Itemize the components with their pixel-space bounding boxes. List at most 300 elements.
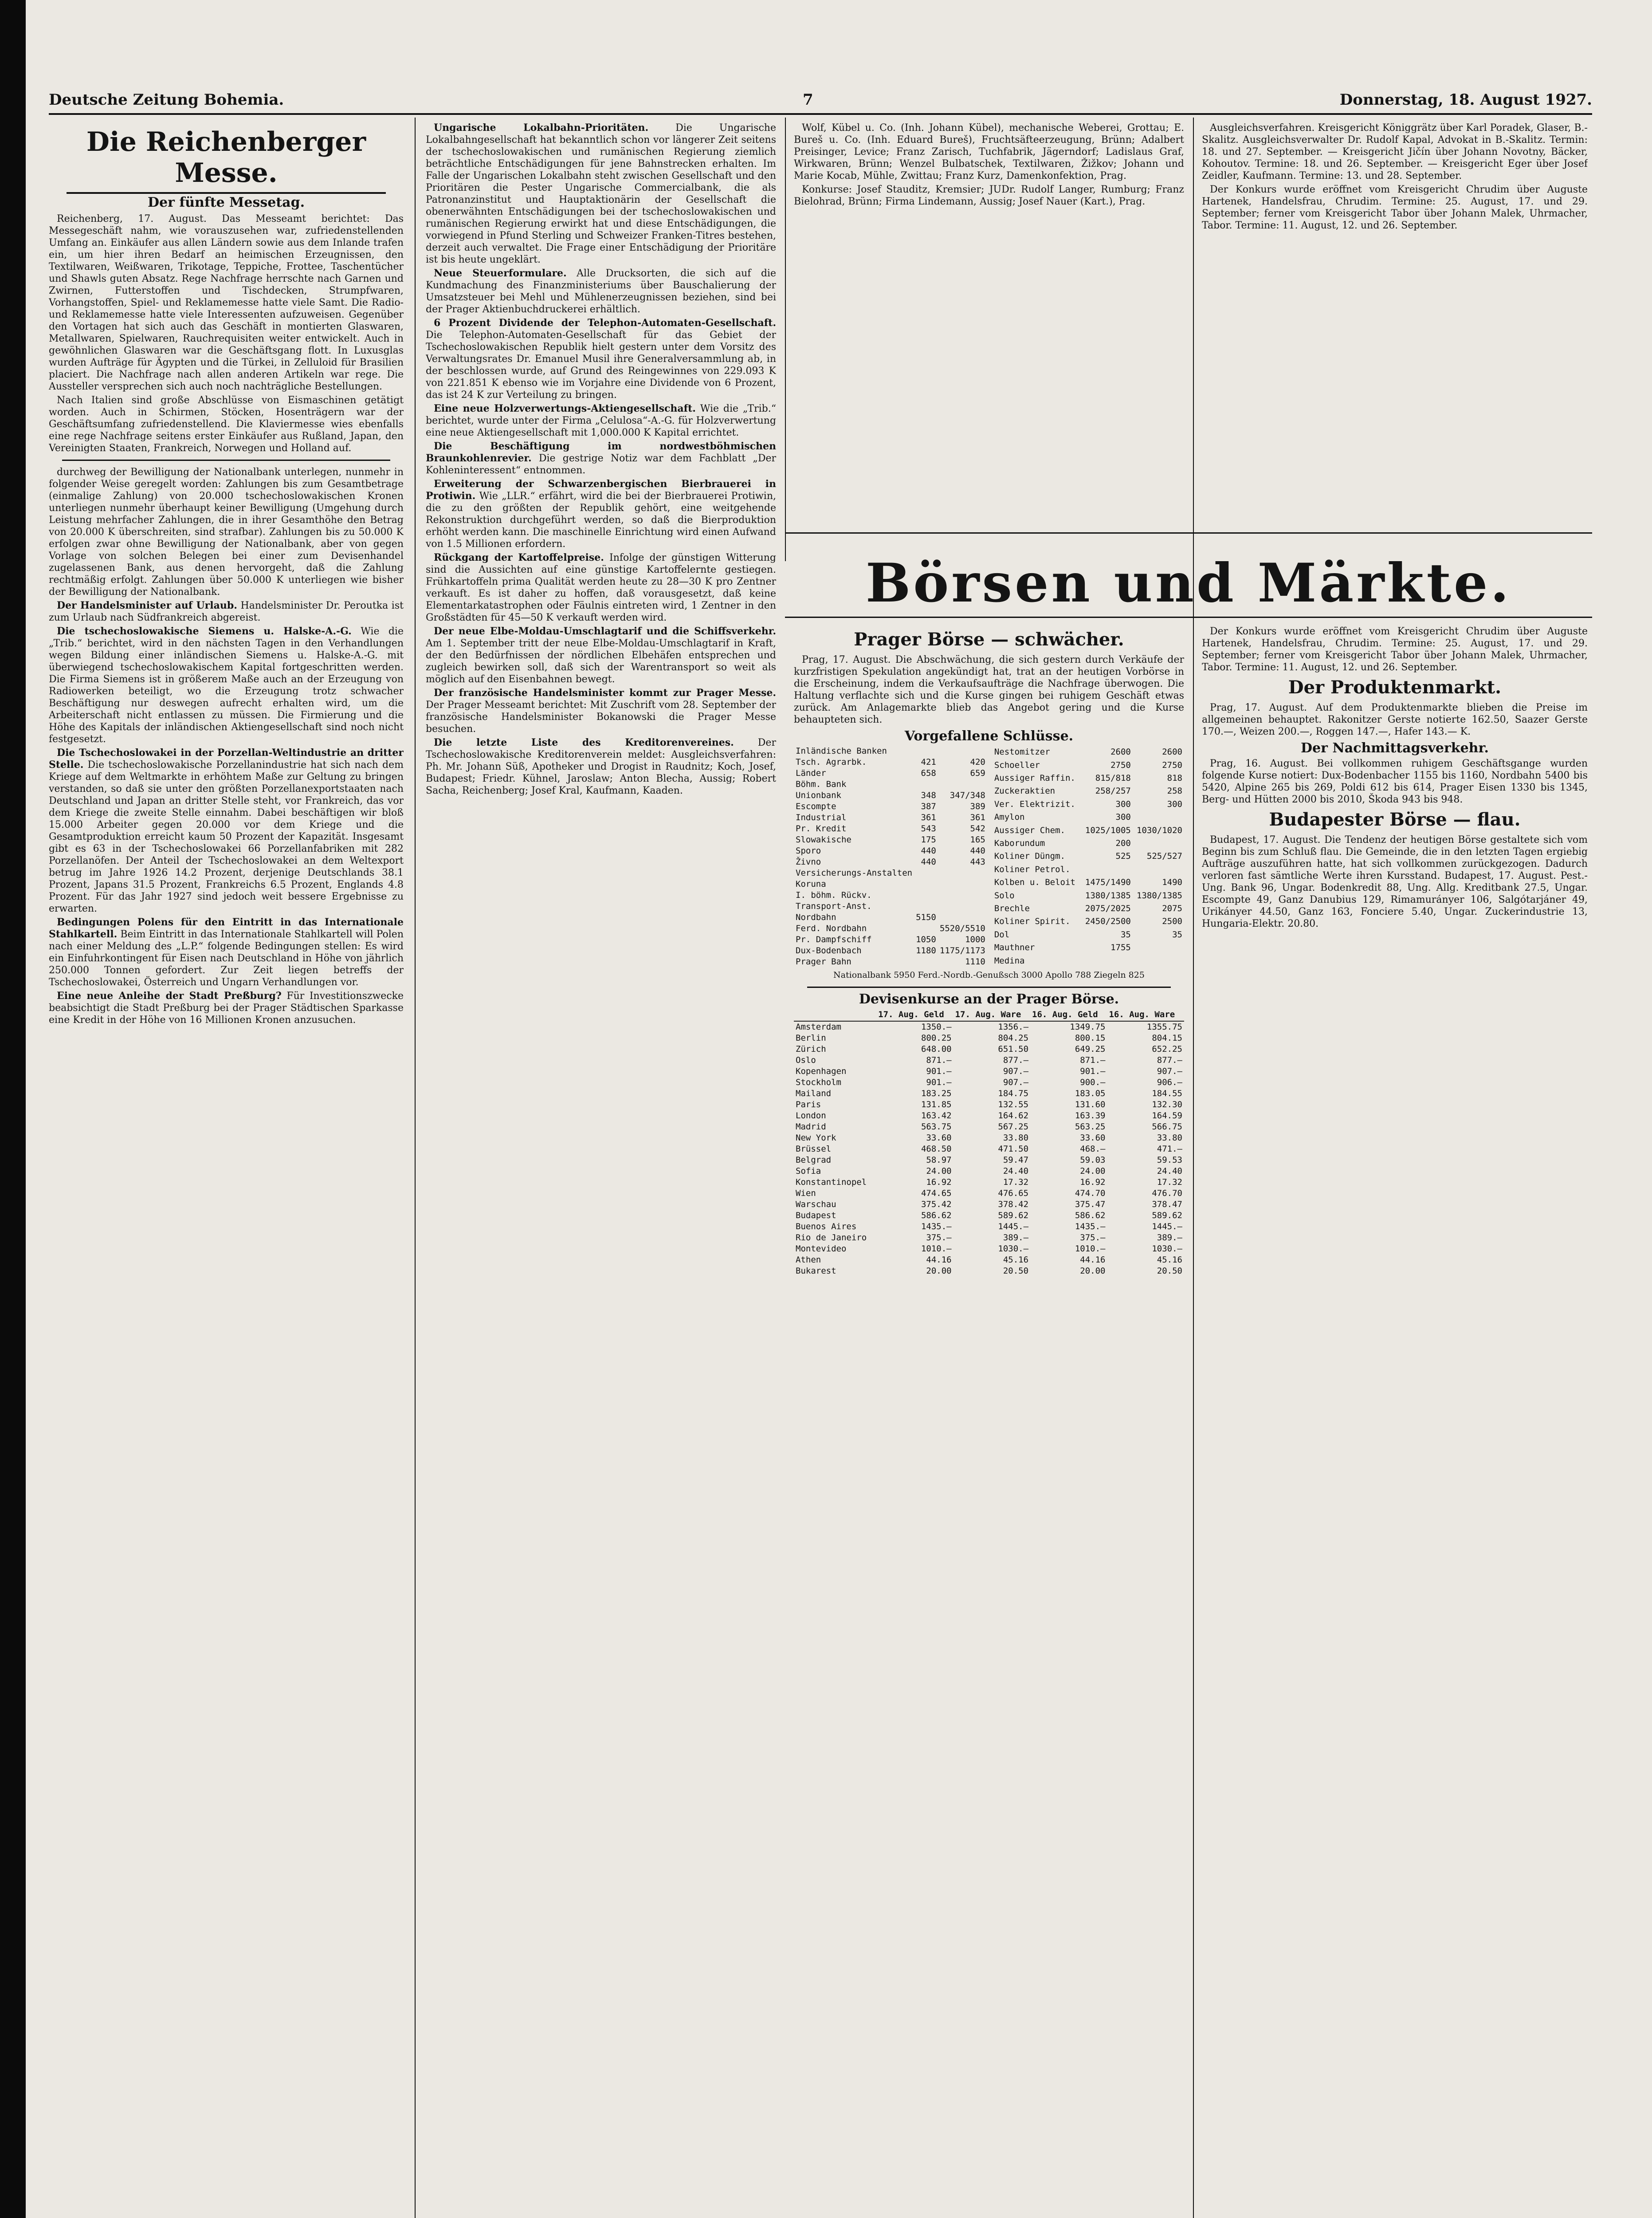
column-header: 16. Aug. Ware — [1107, 1009, 1184, 1021]
row-value: 375.42 — [921, 1199, 952, 1209]
row-label: Zürich — [796, 1044, 826, 1054]
row-label: Prager Bahn — [796, 957, 852, 967]
news-text: Wolf, Kübel u. Co. (Inh. Johann Kübel), mechanische Weberei, Grottau; E. Bureš u. Co. (Inh. Eduard Bureš), Fruchtsäfteerzeugung, Brünn; Adalbert Preisinger, Levice; Franz Zarisch, Tuchfabrik, Jägerndorf; Ladislaus Graf, Wirkwaren, Brünn; Wenzel Bulbatschek, Textilwaren, Žižkov; Johann und Marie Kocab, Mühle, Zwittau; Franz Kurz, Damenkonfektion, Prag. — [794, 122, 1184, 181]
row-value: 1175/1173 — [939, 946, 985, 956]
row-value: 258 — [1167, 786, 1182, 796]
table-row — [794, 890, 987, 901]
row-value: 165 — [970, 835, 985, 845]
table-row — [794, 956, 987, 967]
row-value: 651.50 — [998, 1044, 1029, 1054]
section-headline: Budapester Börse — flau. — [1269, 809, 1521, 830]
row-value: 20.50 — [1157, 1266, 1182, 1276]
row-label: Inländische Banken — [796, 746, 887, 756]
row-value: 59.53 — [1157, 1155, 1182, 1165]
row-value: 1025/1005 — [1085, 825, 1131, 835]
row-label: Rio de Janeiro — [796, 1233, 867, 1243]
column-rule — [1193, 118, 1194, 2218]
row-value: 361 — [921, 813, 936, 822]
row-label: New York — [796, 1133, 836, 1143]
masthead-date: Donnerstag, 18. August 1927. — [1339, 91, 1592, 109]
row-label: Bukarest — [796, 1266, 836, 1276]
row-value: 183.05 — [1075, 1089, 1106, 1098]
row-value: 566.75 — [1152, 1122, 1182, 1132]
row-label: Athen — [796, 1255, 821, 1265]
masthead-title: Deutsche Zeitung Bohemia. — [49, 91, 284, 109]
row-value: 440 — [921, 857, 936, 867]
news-text: Prag, 17. August. Die Abschwächung, die sich gestern durch Verkäufe der kurzfristigen Spekulation angekündigt hat, trat an der heutigen Vorbörse in die Erscheinung, indem die Verkaufsaufträge die Nachfrage überwogen. Die Haltung verflachte sich und die Kurse gingen bei ruhigem Geschäft etwas zurück. Am Anlagemarkte blieb das Angebot gering und die Kurse behaupteten sich. — [794, 654, 1184, 725]
row-value: 474.70 — [1075, 1188, 1106, 1198]
table-row — [794, 1121, 1184, 1133]
row-value: 1435.— — [921, 1222, 952, 1231]
row-label: Dux-Bodenbach — [796, 946, 862, 956]
row-value — [938, 890, 987, 901]
row-value: 348 — [921, 790, 936, 800]
row-value: 906.— — [1157, 1078, 1182, 1087]
row-label: Madrid — [796, 1122, 826, 1132]
table-row — [794, 1033, 1184, 1044]
row-value — [1081, 955, 1133, 968]
row-label: Nestomitzer — [994, 747, 1050, 757]
table-row — [993, 811, 1184, 824]
row-label: Sofia — [796, 1166, 821, 1176]
section-headline: Der Produktenmarkt. — [1288, 677, 1502, 698]
article-paragraph: Nach Italien sind große Abschlüsse von Eismaschinen getätigt worden. Auch in Schirmen, Stöcken, Hosenträgern war der Geschäftsumfang zufriedenstellend. Die Klaviermesse wies ebenfalls eine rege Nachfrage seitens erster Einkäufer aus Rußland, Japan, den Vereinigten Staaten, Frankreich, Norwegen und Holland auf. — [49, 395, 404, 454]
table-row — [794, 901, 987, 912]
table-row — [794, 790, 987, 801]
row-value: 589.62 — [1152, 1211, 1182, 1220]
table-row — [794, 846, 987, 857]
row-value: 543 — [921, 824, 936, 834]
article-title: Die Reichenberger Messe. — [49, 126, 404, 194]
row-label: Koliner Düngm. — [994, 851, 1065, 861]
row-value: 378.42 — [998, 1199, 1029, 1209]
row-label: Aussiger Chem. — [994, 825, 1065, 835]
table-row — [794, 757, 987, 768]
row-value — [914, 956, 938, 967]
row-value: 471.— — [1157, 1144, 1182, 1154]
row-value — [1133, 837, 1184, 850]
column-3-top — [794, 122, 1184, 526]
row-value: 421 — [921, 757, 936, 767]
news-headline: Ungarische Lokalbahn-Prioritäten. — [434, 122, 649, 134]
row-value: 1355.75 — [1146, 1022, 1182, 1032]
row-value: 871.— — [1080, 1055, 1106, 1065]
table-row — [993, 941, 1184, 954]
table-row — [993, 759, 1184, 771]
row-value: 35 — [1120, 929, 1131, 940]
banner-rule-top — [785, 532, 1592, 534]
row-value: 907.— — [1003, 1066, 1029, 1076]
divider — [807, 987, 1171, 988]
table-row — [993, 850, 1184, 863]
row-value: 563.75 — [921, 1122, 952, 1132]
row-value: 901.— — [1080, 1066, 1106, 1076]
row-value: 877.— — [1003, 1055, 1029, 1065]
news-text: Der Tschechoslowakische Kreditorenverein meldet: Ausgleichsverfahren: Ph. Mr. Johann Süß, Apotheker und Drogist in Raudnitz; Koch, Josef, Budapest; Friedr. Kühnel, Jaroslaw; Anton Blecha, Aussig; Robert Sacha, Reichenberg; Josef Kral, Kaufmann, Kaaden. — [426, 737, 776, 796]
page-number: 7 — [803, 91, 813, 109]
row-label: Koruna — [796, 879, 826, 889]
row-value — [1133, 941, 1184, 954]
row-value: 300 — [1167, 799, 1182, 809]
row-value: 525/527 — [1146, 851, 1182, 861]
table-row — [993, 746, 1184, 759]
row-label: Paris — [796, 1100, 821, 1109]
row-value: 163.39 — [1075, 1111, 1106, 1121]
row-value: 649.25 — [1075, 1044, 1106, 1054]
row-value: 131.60 — [1075, 1100, 1106, 1109]
quotes-table — [794, 746, 987, 967]
column-3-boerse — [794, 625, 1184, 2218]
row-value: 1050 — [916, 935, 936, 944]
table-row — [993, 824, 1184, 837]
row-value: 877.— — [1157, 1055, 1182, 1065]
row-label: Schoeller — [994, 760, 1040, 770]
table-row — [794, 746, 987, 757]
row-value: 44.16 — [1080, 1255, 1106, 1265]
table-row — [794, 1210, 1184, 1221]
row-value: 563.25 — [1075, 1122, 1106, 1132]
table-row — [794, 1199, 1184, 1210]
table-row — [794, 812, 987, 823]
row-value: 586.62 — [921, 1211, 952, 1220]
row-value: 24.00 — [926, 1166, 952, 1176]
news-text: Handelsminister Dr. Peroutka ist zum Urlaub nach Südfrankreich abgereist. — [49, 600, 404, 623]
row-value: 175 — [921, 835, 936, 845]
table-row — [794, 1077, 1184, 1088]
table-row — [794, 879, 987, 890]
row-value: 804.25 — [998, 1033, 1029, 1043]
news-headline: 6 Prozent Dividende der Telephon-Automaten-Gesellschaft. — [434, 317, 776, 329]
row-value — [1081, 863, 1133, 876]
row-value: 2075/2025 — [1085, 904, 1131, 914]
section-headline: Der Nachmittagsverkehr. — [1301, 740, 1489, 756]
news-text: Die tschechoslowakische Porzellanindustrie hat sich nach dem Kriege auf dem Weltmarkte in erhöhtem Maße zur Geltung zu bringen verstanden, so daß sie unter den größten Porzellanexportstaaten nach Deutschland und Japan an dritter Stelle steht, vor Frankreich, das vor dem Kriege die zweite Stelle einnahm. Dabei beschäftigen wir bloß 15.000 Arbeiter gegen 20.000 vor dem Kriege und die Gesamtproduktion erreicht kaum 50 Prozent der Kapazität. Insgesamt gibt es 63 in der Tschechoslowakei 66 Porzellanfabriken mit 282 Porzellanöfen. Der Anteil der Tschechoslowakei an dem Weltexport betrug im Jahre 1926 14.2 Prozent, derjenige Deutschlands 38.1 Prozent, Japans 31.5 Prozent, Frankreichs 6.5 Prozent, Englands 4.8 Prozent. Für das Jahr 1927 sind jedoch weit bessere Ergebnisse zu erwarten. — [49, 759, 404, 914]
row-value: 652.25 — [1152, 1044, 1182, 1054]
row-value: 2600 — [1162, 747, 1182, 757]
row-label: Amylon — [994, 812, 1025, 822]
news-headline: Der französische Handelsminister kommt zur Prager Messe. — [434, 687, 776, 699]
row-label: Versicherungs-Anstalten — [796, 868, 913, 878]
row-value: 468.— — [1080, 1144, 1106, 1154]
row-value: 378.47 — [1152, 1199, 1182, 1209]
row-label: Pr. Dampfschiff — [796, 935, 872, 944]
news-text: Wie die „Trib.“ berichtet, wird in den nächsten Tagen in den Verhandlungen wegen Bildung einer inländischen Siemens u. Halske-A.-G. mit überwiegend tschechoslowakischem Kapital fortgeschritten werden. Die Firma Siemens ist in größerem Maße auch an der Erzeugung von Radiowerken beteiligt, wo die Erzeugung trotz schwacher Beschäftigung nur deswegen aufrecht erhalten wird, um die Arbeiterschaft nicht entlassen zu müssen. Die Firmierung und die Höhe des Kapitals der inländischen Aktiengesellschaft sind noch nicht festgesetzt. — [49, 626, 404, 745]
row-value: 1110 — [965, 957, 985, 967]
table-row — [993, 876, 1184, 889]
row-label: Sporo — [796, 846, 821, 856]
row-value: 2075 — [1162, 904, 1182, 914]
row-label: Industrial — [796, 813, 847, 822]
row-value: 33.80 — [1003, 1133, 1029, 1143]
table-note: Nationalbank 5950 Ferd.-Nordb.-Genußsch 3000 Apollo 788 Ziegeln 825 — [833, 970, 1145, 980]
row-label: Ferd. Nordbahn — [796, 924, 867, 933]
row-value — [1133, 863, 1184, 876]
column-header: 16. Aug. Geld — [1030, 1009, 1107, 1021]
row-value: 389.— — [1157, 1233, 1182, 1243]
row-value: 184.75 — [998, 1089, 1029, 1098]
row-value: 387 — [921, 802, 936, 811]
row-value: 1445.— — [998, 1222, 1029, 1231]
row-value: 33.60 — [926, 1133, 952, 1143]
news-text: Der Konkurs wurde eröffnet vom Kreisgericht Chrudim über Auguste Hartenek, Handelsfrau, Chrudim. Termine: 25. August, 17. und 29. September; ferner vom Kreisgericht Tabor über Johann Malek, Uhrmacher, Tabor. Termine: 11. August, 12. und 26. September. — [1202, 626, 1588, 673]
row-value: 132.55 — [998, 1100, 1029, 1109]
table-row — [794, 1255, 1184, 1266]
row-label: Zuckeraktien — [994, 786, 1056, 796]
row-value: 567.25 — [998, 1122, 1029, 1132]
news-text: Alle Drucksorten, die sich auf die Kundmachung des Finanzministeriums über Bauschalierung der Umsatzsteuer bei Mehl und Mühlenerzeugnissen beziehen, sind bei der Prager Aktienbuchdruckerei erhältlich. — [426, 268, 776, 315]
news-text: Prag, 17. August. Auf dem Produktenmarkte blieben die Preise im allgemeinen behauptet. Rakonitzer Gerste notierte 162.50, Saazer Gerste 170.—, Weizen 200.—, Roggen 147.—, Hafer 143.— K. — [1202, 702, 1588, 737]
row-value: 2450/2500 — [1085, 916, 1131, 927]
row-value: 33.80 — [1157, 1133, 1182, 1143]
row-value: 1356.— — [998, 1022, 1029, 1032]
table-row — [794, 1055, 1184, 1066]
row-value — [914, 923, 938, 934]
table-row — [794, 1110, 1184, 1121]
table-row — [794, 1188, 1184, 1199]
table-row — [993, 889, 1184, 902]
row-value: 347/348 — [950, 790, 985, 800]
row-value: 24.00 — [1080, 1166, 1106, 1176]
column-rule — [785, 118, 786, 561]
row-value: 45.16 — [1003, 1255, 1029, 1265]
row-value: 1030.— — [1152, 1244, 1182, 1254]
row-value: 361 — [970, 813, 985, 822]
news-text: Die Ungarische Lokalbahngesellschaft hat bekanntlich schon vor längerer Zeit seitens der tschechoslowakischen und rumänischen Regierung ziemlich beträchtliche Entschädigungen für jene Bahnstrecken erhalten. Im Falle der Ungarischen Lokalbahn steht zwischen Gesellschaft und den Prioritären die Pester Ungarische Commercialbank, die als Patronanzinstitut und Hauptaktionärin der Gesellschaft die obenerwähnten Entschädigungen bei der tschechoslowakischen und rumänischen Regierung erwirkt hat und diese Entschädigungen, die vorwiegend in Pfund Sterling und Schweizer Franken-Titres bestehen, derzeit auch verwaltet. Die Frage einer Entschädigung der Prioritäre ist bis heute ungeklärt. — [426, 122, 776, 265]
row-value: 59.47 — [1003, 1155, 1029, 1165]
table-row — [794, 1066, 1184, 1077]
news-text: Der Konkurs wurde eröffnet vom Kreisgericht Chrudim über Auguste Hartenek, Handelsfrau, Chrudim. Termine: 25. August, 17. und 29. September; ferner vom Kreisgericht Tabor über Johann Malek, Uhrmacher, Tabor. Termine: 11. August, 12. und 26. September. — [1202, 184, 1588, 231]
news-headline: Der Handelsminister auf Urlaub. — [57, 600, 237, 611]
row-value — [938, 779, 987, 790]
table-row — [794, 1155, 1184, 1166]
row-value: 45.16 — [1157, 1255, 1182, 1265]
row-value: 1349.75 — [1070, 1022, 1106, 1032]
currency-table — [794, 1009, 1184, 1277]
table-title: Vorgefallene Schlüsse. — [904, 728, 1074, 744]
row-value: 800.25 — [921, 1033, 952, 1043]
row-value: 200 — [1115, 838, 1131, 849]
row-value: 648.00 — [921, 1044, 952, 1054]
row-label: Amsterdam — [796, 1022, 841, 1032]
table-row — [993, 928, 1184, 941]
row-value — [1133, 955, 1184, 968]
news-text: Prag, 16. August. Bei vollkommen ruhigem Geschäftsgange wurden folgende Kurse notiert: Dux-Bodenbacher 1155 bis 1160, Nordbahn 5400 bis 5420, Alpine 265 bis 269, Poldi 612 bis 614, Prager Eisen 1330 bis 1345, Berg- und Hütten 2000 bis 2010, Škoda 943 bis 948. — [1202, 758, 1588, 805]
table-row — [993, 798, 1184, 811]
news-headline: Der neue Elbe-Moldau-Umschlagtarif und die Schiffsverkehr. — [434, 625, 776, 637]
row-value: 389 — [970, 802, 985, 811]
row-label: Budapest — [796, 1211, 836, 1220]
row-value — [938, 868, 987, 879]
row-value: 20.50 — [1003, 1266, 1029, 1276]
row-value: 1030.— — [998, 1244, 1029, 1254]
row-value: 20.00 — [926, 1266, 952, 1276]
row-label: Kopenhagen — [796, 1066, 847, 1076]
row-label: Montevideo — [796, 1244, 847, 1254]
row-value: 1490 — [1162, 877, 1182, 888]
table-row — [794, 945, 987, 956]
news-headline: Eine neue Holzverwertungs-Aktiengesellschaft. — [434, 403, 696, 414]
row-value: 420 — [970, 757, 985, 767]
row-value: 44.16 — [926, 1255, 952, 1265]
news-headline: Die letzte Liste des Kreditorenvereines. — [434, 737, 734, 748]
row-label: Medina — [994, 956, 1025, 966]
article-paragraph: Reichenberg, 17. August. Das Messeamt berichtet: Das Messegeschäft nahm, wie vorauszusehen war, zufriedenstellenden Umfang an. Einkäufer aus allen Ländern sowie aus dem Inlande trafen ein, um hier ihren Bedarf an heimischen Erzeugnissen, den Textilwaren, Weißwaren, Trikotage, Teppiche, Frottee, Taschentücher und Shawls guten Absatz. Rege Nachfrage herrschte nach Garnen und Zwirnen, Futterstoffen und Tischdecken, Strumpfwaren, Vorhangstoffen, Spiel- und Reklamemesse hatte viele Samt. Die Radio- und Reklamemesse hatte viele Interessenten aufzuweisen. Gegenüber den Vortagen hat sich auch das Geschäft in montierten Glaswaren, Metallwaren, Spielwaren, Rauchrequisiten weiter entwickelt. Auch in gewöhnlichen Glaswaren war die Geschäftsgang flott. In Luxusglas wurden Aufträge für Ägypten und die Türkei, in Zelluloid für Brasilien placiert. Die Nachfrage nach allen anderen Artikeln war rege. Die Aussteller versprechen sich auch noch nachträgliche Bestellungen. — [49, 213, 404, 392]
row-value: 131.85 — [921, 1100, 952, 1109]
row-value — [914, 890, 938, 901]
row-label: London — [796, 1111, 826, 1121]
row-value: 907.— — [1003, 1078, 1029, 1087]
row-value: 800.15 — [1075, 1033, 1106, 1043]
column-1 — [49, 122, 404, 2218]
table-row — [794, 1088, 1184, 1099]
row-value: 2750 — [1162, 760, 1182, 770]
row-value: 2600 — [1110, 747, 1131, 757]
row-value: 1435.— — [1075, 1222, 1106, 1231]
table-row — [993, 837, 1184, 850]
row-value: 476.70 — [1152, 1188, 1182, 1198]
row-label: Živno — [796, 857, 821, 867]
row-value: 804.15 — [1152, 1033, 1182, 1043]
row-value: 1010.— — [921, 1244, 952, 1254]
row-value: 163.42 — [921, 1111, 952, 1121]
row-value: 1350.— — [921, 1022, 952, 1032]
row-value: 900.— — [1080, 1078, 1106, 1087]
table-row — [794, 1221, 1184, 1232]
row-value: 474.65 — [921, 1188, 952, 1198]
row-value: 58.97 — [926, 1155, 952, 1165]
row-value: 658 — [921, 768, 936, 778]
row-value: 20.00 — [1080, 1266, 1106, 1276]
row-value: 1380/1385 — [1085, 890, 1131, 901]
row-value: 59.03 — [1080, 1155, 1106, 1165]
row-value: 476.65 — [998, 1188, 1029, 1198]
table-row — [794, 801, 987, 812]
row-value — [938, 879, 987, 890]
row-label: Pr. Kredit — [796, 824, 847, 834]
table-row — [794, 768, 987, 779]
news-headline: Die Beschäftigung im nordwestböhmischen Braunkohlenrevier. — [426, 440, 776, 464]
row-value: 1030/1020 — [1137, 825, 1182, 835]
row-value: 468.50 — [921, 1144, 952, 1154]
news-headline: Bedingungen Polens für den Eintritt in das Internationale Stahlkartell. — [49, 916, 404, 940]
table-row — [794, 923, 987, 934]
row-label: Koliner Petrol. — [994, 864, 1071, 874]
row-label: Brüssel — [796, 1144, 832, 1154]
row-value — [914, 868, 938, 879]
masthead — [49, 91, 1592, 109]
row-value: 375.47 — [1075, 1199, 1106, 1209]
row-value — [914, 746, 938, 757]
row-label: I. böhm. Rückv. — [796, 890, 872, 900]
row-label: Slowakische — [796, 835, 852, 845]
row-value: 300 — [1115, 812, 1131, 822]
row-label: Böhm. Bank — [796, 779, 847, 789]
row-label: Mailand — [796, 1089, 832, 1098]
row-value: 871.— — [926, 1055, 952, 1065]
row-value: 258/257 — [1095, 786, 1131, 796]
section-banner: Börsen und Märkte. — [865, 552, 1512, 614]
table-row — [993, 955, 1184, 968]
news-text: Infolge der günstigen Witterung sind die Aussichten auf eine günstige Kartoffelernte gestiegen. Frühkartoffeln prima Qualität werden heute zu 28—30 K pro Zentner verkauft. Es ist daher zu hoffen, daß vorausgesetzt, daß keine Elementarkatastrophen oder Fäulnis eintreten wird, 1 Zentner in den Großstädten für 45—50 K verkauft werden wird. — [426, 552, 776, 623]
row-value: 818 — [1167, 773, 1182, 783]
news-headline: Die tschechoslowakische Siemens u. Halske-A.-G. — [57, 625, 352, 637]
table-row — [993, 785, 1184, 798]
row-value: 2500 — [1162, 916, 1182, 927]
row-label: Nordbahn — [796, 912, 836, 922]
table-row — [794, 1021, 1184, 1033]
column-4-top — [1202, 122, 1588, 526]
row-value: 443 — [970, 857, 985, 867]
row-label: Oslo — [796, 1055, 816, 1065]
row-value: 1445.— — [1152, 1222, 1182, 1231]
row-label: Warschau — [796, 1199, 836, 1209]
row-value: 1010.— — [1075, 1244, 1106, 1254]
row-value: 440 — [921, 846, 936, 856]
row-value: 659 — [970, 768, 985, 778]
section-headline: Prager Börse — schwächer. — [854, 629, 1124, 650]
row-value — [938, 901, 987, 912]
row-value — [914, 879, 938, 890]
row-value: 389.— — [1003, 1233, 1029, 1243]
table-row — [794, 834, 987, 846]
row-value: 907.— — [1157, 1066, 1182, 1076]
table-row — [794, 1099, 1184, 1110]
table-row — [794, 1177, 1184, 1188]
row-label: Escompte — [796, 802, 836, 811]
row-value — [914, 901, 938, 912]
news-text: Wie die „Trib.“ berichtet, wurde unter der Firma „Celulosa“-A.-G. für Holzverwertung eine neue Aktiengesellschaft mit 1,000.000 K Kapital errichtet. — [426, 403, 776, 438]
news-text: Die gestrige Notiz war dem Fachblatt „Der Kohleninteressent“ entnommen. — [426, 453, 776, 476]
news-text: Budapest, 17. August. Die Tendenz der heutigen Börse gestaltete sich vom Beginn bis zum Schluß flau. Die Gemeinde, die in den letzten Tagen ergiebig Aufträge auszuführen hatte, hat sich vollkommen zurückgezogen. Dadurch verloren fast sämtliche Werte ihren Kursstand. Budapest, 17. August. Pest.-Ung. Bank 96, Ungar. Bodenkredit 88, Ung. Allg. Kreditbank 27.5, Ungar. Escompte 49, Ganz Danubius 129, Rimamurányer 106, Salgótarjáner 49, Urikányer 44.50, Ganz 163, Fonciere 5.40, Ungar. Zuckerindustrie 13, Hungaria-Elektr. 20.80. — [1202, 834, 1588, 929]
row-label: Berlin — [796, 1033, 826, 1043]
news-headline: Die Tschechoslowakei in der Porzellan-Weltindustrie an dritter Stelle. — [49, 747, 404, 771]
row-value: 815/818 — [1095, 773, 1131, 783]
quotes-table — [993, 746, 1184, 967]
news-headline: Neue Steuerformulare. — [434, 267, 567, 279]
article-subtitle: Der fünfte Messetag. — [147, 195, 305, 210]
news-text: Beim Eintritt in das Internationale Stahlkartell will Polen nach einer Meldung des „L.P.“ folgende Bedingungen stellen: Es wird ein Einfuhrkontingent für Eisen nach Deutschland in Höhe von jährlich 250.000 Tonnen gefordert. Zur Zeit liegen betreffs der Tschechoslowakei, Österreich und Ungarn Verhandlungen vor. — [49, 929, 404, 988]
scan-border — [0, 0, 26, 2218]
news-headline: Rückgang der Kartoffelpreise. — [434, 552, 604, 563]
row-value: 300 — [1115, 799, 1131, 809]
row-value — [1133, 811, 1184, 824]
row-label: Tsch. Agrarbk. — [796, 757, 867, 767]
row-label: Mauthner — [994, 943, 1035, 953]
column-rule — [415, 118, 416, 2218]
row-label: Aussiger Raffin. — [994, 773, 1075, 783]
row-value: 16.92 — [1080, 1177, 1106, 1187]
row-value: 5150 — [916, 912, 936, 922]
table-row — [794, 1243, 1184, 1255]
row-value: 183.25 — [921, 1089, 952, 1098]
row-value: 33.60 — [1080, 1133, 1106, 1143]
row-label: Länder — [796, 768, 826, 778]
table-row — [993, 915, 1184, 928]
row-label: Kaborundum — [994, 838, 1045, 849]
row-label: Wien — [796, 1188, 816, 1198]
row-value: 35 — [1172, 929, 1182, 940]
banner-rule-bottom — [785, 617, 1592, 618]
row-label: Solo — [994, 890, 1015, 901]
table-row — [794, 823, 987, 834]
row-label: Ver. Elektrizit. — [994, 799, 1075, 809]
row-value: 24.40 — [1157, 1166, 1182, 1176]
row-value: 24.40 — [1003, 1166, 1029, 1176]
column-4-lower — [1202, 625, 1588, 2218]
row-label: Stockholm — [796, 1078, 841, 1087]
row-label: Koliner Spirit. — [994, 916, 1071, 927]
table-row — [794, 1232, 1184, 1243]
